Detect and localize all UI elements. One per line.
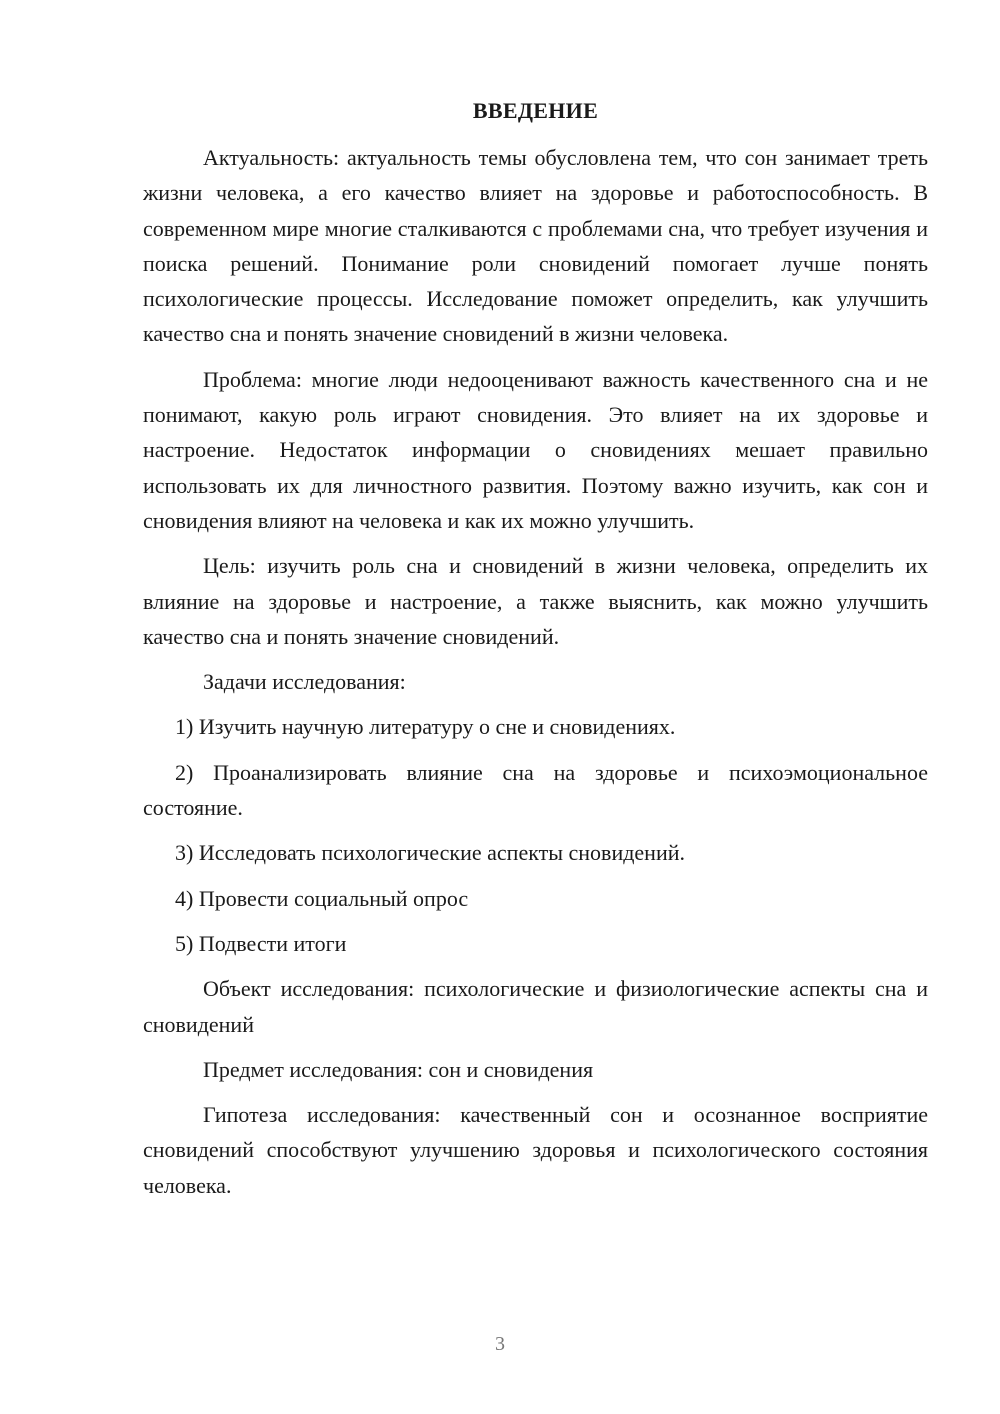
task-item-4: 4) Провести социальный опрос	[175, 885, 469, 911]
document-page	[143, 96, 928, 1213]
page-title: ВВЕДЕНИЕ	[472, 98, 599, 123]
task-item-3: 3) Исследовать психологические аспекты сновидений.	[175, 840, 685, 866]
task-item-2: 2) Проанализировать влияние сна на здоровье и психоэмоциональное состояние.	[143, 759, 928, 821]
goal-paragraph: Цель: изучить роль сна и сновидений в жизни человека, определить их влияние на здоровье и настроение, а также выяснить, как можно улучшить качество сна и понять значение сновидений.	[143, 553, 928, 649]
task-item-1: 1) Изучить научную литературу о сне и сновидениях.	[175, 714, 676, 740]
task-item-5: 5) Подвести итоги	[175, 930, 347, 956]
problem-paragraph: Проблема: многие люди недооценивают важность качественного сна и не понимают, какую роль играют сновидения. Это влияет на их здоровье и настроение. Недостаток информации о сновидениях мешает правильно использовать их для личностного развития. Поэтому важно изучить, как сон и сновидения влияют на человека и как их можно улучшить.	[143, 366, 928, 533]
subject-paragraph: Предмет исследования: сон и сновидения	[203, 1056, 594, 1082]
page-number: 3	[495, 1333, 505, 1355]
relevance-paragraph: Актуальность: актуальность темы обусловлена тем, что сон занимает треть жизни человека, а его качество влияет на здоровье и работоспособность. В современном мире многие сталкиваются с проблемами сна, что требует изучения и поиска решений. Понимание роли сновидений помогает лучше понять психологические процессы. Исследование поможет определить, как улучшить качество сна и понять значение сновидений в жизни человека.	[143, 145, 928, 347]
object-paragraph: Объект исследования: психологические и физиологические аспекты сна и сновидений	[143, 976, 928, 1037]
tasks-heading: Задачи исследования:	[203, 669, 406, 695]
hypothesis-paragraph: Гипотеза исследования: качественный сон и осознанное восприятие сновидений способствуют улучшению здоровья и психологического состояния человека.	[143, 1102, 928, 1198]
